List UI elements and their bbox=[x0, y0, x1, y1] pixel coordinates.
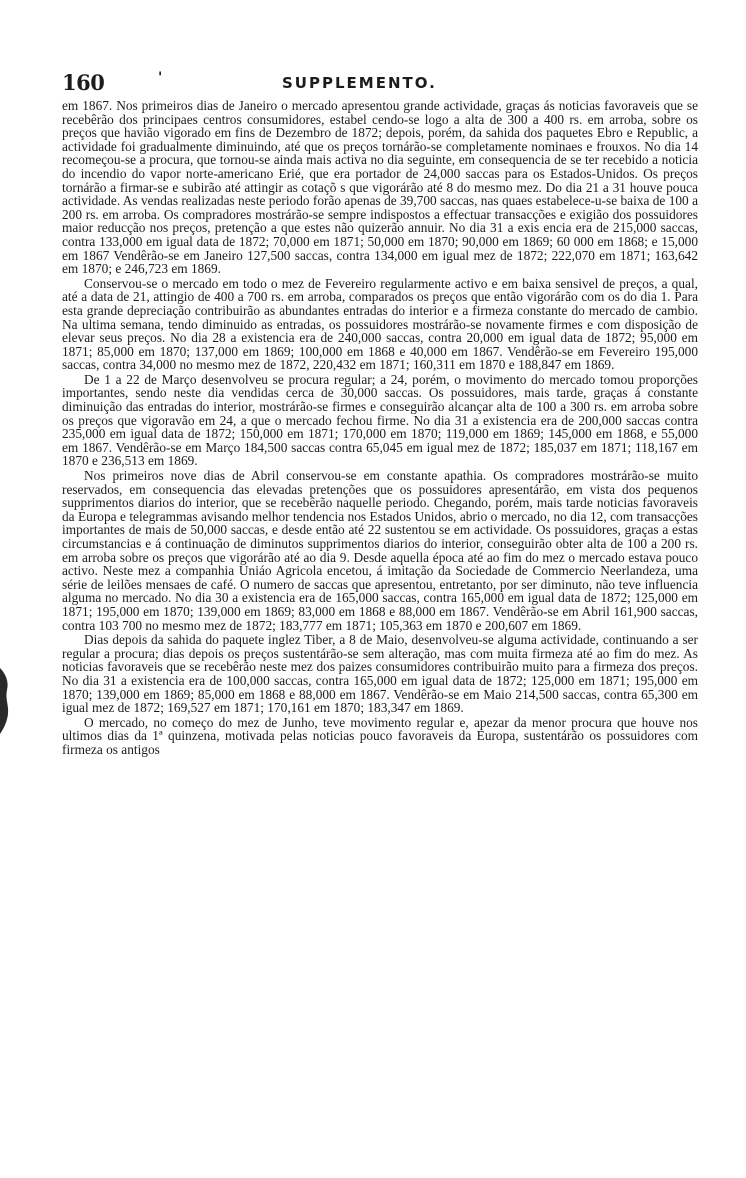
page-number: 160 bbox=[62, 70, 105, 95]
paragraph-may: Dias depois da sahida do paquete inglez Tiber, a 8 de Maio, desenvolveu-se alguma actividade, continuando a ser regular a procura; dias depois os preços sustentárão-se sem alteração, mas com muita firmeza até ao fim do mez. As noticias favoraveis que se recebêrão neste mez dos paizes consumidores contribuirão muito para a firmeza dos preços. No dia 31 a existencia era de 100,000 saccas, contra 165,000 em igual data de 1872; 125,000 em 1871; 195,000 em 1870; 139,000 em 1869; 85,000 em 1868 e 88,000 em 1867. Vendêrão-se em Maio 214,500 saccas, contra 65,300 em igual mez de 1872; 169,527 em 1871; 170,161 em 1870; 183,347 em 1869. bbox=[62, 632, 698, 716]
paragraph-january: em 1867. Nos primeiros dias de Janeiro o mercado apresentou grande actividade, graças ás noticias favoraveis que se recebêrão dos principaes centros consumidores, estabel cendo-se logo a alta de 300 a 400 rs. em arroba, sobre os preços que havião vigorado em fins de Dezembro de 1872; depois, porém, da sahida dos paquetes Ebro e Republic, a actividade foi gradualmente diminuindo, até que os preços tornárão-se completamente nominaes e frouxos. No dia 14 recomeçou-se a procura, que tornou-se ainda mais activa no dia seguinte, em consequencia de se ter recebido a noticia do incendio do vapor norte-americano Erié, que era portador de 24,000 saccas para os Estados-Unidos. Os preços tornárão a firmar-se e subirão até attingir as cotaçõ s que vigorárão até 8 do mesmo mez. Do dia 21 a 31 houve pouca actividade. As vendas realizadas neste periodo forão apenas de 39,700 saccas, nas quaes estabelece-u-se baixa de 100 a 200 rs. em arroba. Os compradores mostrárão-se sempre indispostos a effectuar transacções e exigião dos possuidores maior reducção nos preços, pretenção a que estes não quizerão annuir. No dia 31 a exis encia era de 215,000 saccas, contra 133,000 em igual data de 1872; 70,000 em 1871; 50,000 em 1870; 90,000 em 1869; 60 000 em 1868; e 15,000 em 1867 Vendêrão-se em Janeiro 127,500 saccas, contra 134,000 em igual mez de 1872; 222,070 em 1871; 163,642 em 1870; e 246,723 em 1869. bbox=[62, 98, 698, 277]
paragraph-april: Nos primeiros nove dias de Abril conservou-se em constante apathia. Os compradores mostrárão-se muito reservados, em consequencia das elevadas pretenções que os possuidores apresentárão, em vista dos pequenos supprimentos diarios do interior, que se recebêrão naquelle periodo. Chegando, porém, mais tarde noticias favoraveis da Europa e telegrammas avisando melhor tendencia nos Estados Unidos, abrio o mercado, no dia 12, com transacções importantes de mais de 50,000 saccas, e desde então até 22 sustentou se em actividade. Os possuidores, graças a estas circumstancias e á continuação de diminutos supprimentos diarios do interior, conseguirão obter alta de 100 a 200 rs. em arroba sobre os preços que vigorárão até ao dia 9. Desde aquella época até ao fim do mez o mercado estava pouco activo. Neste mez a companhia Uniáo Agricola encetou, á imitação da Sociedade de Commercio Neerlandeza, uma série de leilões mensaes de café. O numero de saccas que apresentou, entretanto, por ser diminuto, não teve influencia alguma no mercado. No dia 30 a existencia era de 165,000 saccas, contra 165,000 em igual data de 1872; 125,000 em 1871; 195,000 em 1870; 139,000 em 1869; 83,000 em 1868 e 88,000 em 1867. Vendêrão-se em Abril 161,900 saccas, contra 103 700 no mesmo mez de 1872; 183,777 em 1871; 105,363 em 1870 e 200,607 em 1869. bbox=[62, 468, 698, 633]
paragraph-february: Conservou-se o mercado em todo o mez de Fevereiro regularmente activo e em baixa sensivel de preços, a qual, até a data de 21, attingio de 400 a 700 rs. em arroba, comparados os preços que então vigorárão com os do dia 1. Para esta grande depreciação contribuirão as abundantes entradas do interior e a firmeza constante do mercado de cambio. Na ultima semana, tendo diminuido as entradas, os possuidores mostrárão-se novamente firmes e com disposição de elevar seus preços. No dia 28 a existencia era de 240,000 saccas, contra 20,000 em igual data de 1872; 95,000 em 1871; 85,000 em 1870; 137,000 em 1869; 100,000 em 1868 e 40,000 em 1867. Vendêrão-se em Fevereiro 195,000 saccas, contra 34,000 no mesmo mez de 1872, 220,432 em 1871; 160,311 em 1870 e 188,847 em 1869. bbox=[62, 275, 698, 373]
paragraph-june: O mercado, no começo do mez de Junho, teve movimento regular e, apezar da menor procura que houve nos ultimos dias da 1ª quinzena, motivada pelas noticias pouco favoraveis da Europa, sustentárão os possuidores com firmeza os antigos bbox=[62, 714, 698, 757]
body-text bbox=[62, 99, 698, 757]
header-mark: ' bbox=[158, 70, 163, 86]
running-title: SUPPLEMENTO. bbox=[282, 74, 437, 92]
page-header bbox=[62, 70, 698, 96]
paragraph-march: De 1 a 22 de Março desenvolveu se procura regular; a 24, porém, o movimento do mercado tomou proporções importantes, sendo neste dia vendidas cerca de 30,000 saccas. Os possuidores, mais tarde, graças á constante diminuição das entradas do interior, mostrárão-se firmes e conseguirão alcançar alta de 100 a 300 rs. em arroba sobre os preços que vigoravão em 24, a que o mercado fechou firme. No dia 31 a existencia era de 200,000 saccas contra 235,000 em igual data de 1872; 150,000 em 1871; 170,000 em 1870; 119,000 em 1869; 145,000 em 1868, e 55,000 em 1867. Vendêrão-se em Março 184,500 saccas contra 65,045 em igual mez de 1872; 185,037 em 1871; 118,167 em 1870 e 236,513 em 1869. bbox=[62, 371, 698, 469]
binding-edge-mark bbox=[0, 668, 10, 734]
